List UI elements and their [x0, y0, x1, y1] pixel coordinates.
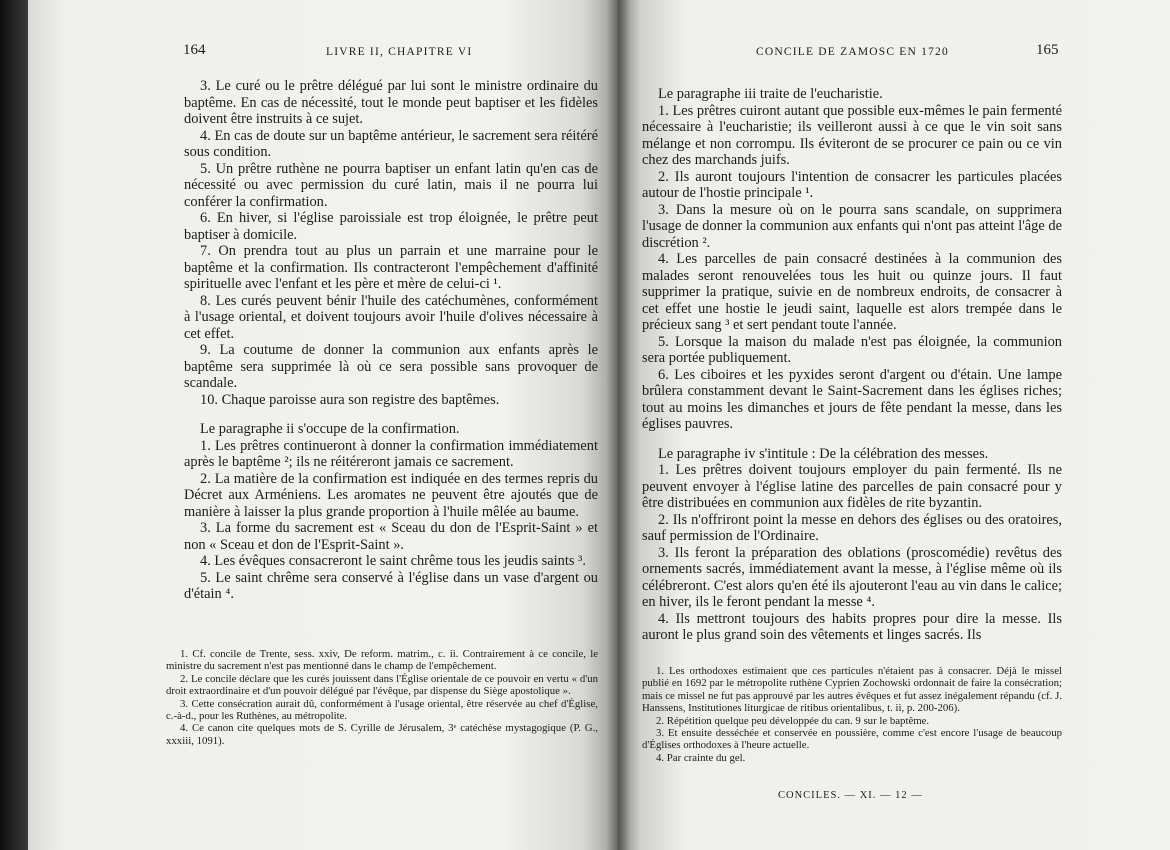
right-page: [618, 0, 1170, 850]
footnote: 2. Répétition quelque peu développée du can. 9 sur le baptême.: [656, 714, 930, 727]
page-number-right: 165: [1036, 42, 1059, 58]
footnote: 4. Ce canon cite quelques mots de S. Cyrille de Jérusalem, 3ᵉ catéchèse mystagogique (P. G., xxxiii, 1091).: [166, 722, 598, 747]
footnote: 1. Les orthodoxes estimaient que ces particules n'étaient pas à consacrer. Déjà le missel publié en 1692 par le métropolite ruthène Cyprien Zochowski ordonnait de faire la consécration; mais ce missel ne fut pas approuvé par les autres évêques et fut assez inégalement répandu (cf. J. Hanssens, Institutiones liturgicae de ritibus orientalibus, t. ii, p. 200-206).: [642, 665, 1062, 715]
right-paragraph: 2. Ils auront toujours l'intention de consacrer les particules placées autour de l'hostie principale ¹.: [642, 168, 1062, 201]
signature-mark: CONCILES. — XI. — 12 —: [778, 790, 923, 801]
right-paragraph: 2. Ils n'offriront point la messe en dehors des églises ou des oratoires, sauf permission de l'Ordinaire.: [642, 511, 1062, 544]
running-head-right: CONCILE DE ZAMOSC EN 1720: [756, 46, 949, 58]
right-paragraph: 3. Dans la mesure où on le pourra sans scandale, on supprimera l'usage de donner la communion aux enfants qui n'ont pas atteint l'âge de discrétion ².: [642, 201, 1062, 251]
right-paragraph: 4. Les parcelles de pain consacré destinées à la communion des malades seront renouvelées tous les huit ou quinze jours. Il faut supprimer la pratique, suivie en de nombreux endroits, de consacrer à cet effet une hostie le jeudi saint, laquelle est alors trempée dans le précieux sang ³ et sert pendant toute l'année.: [642, 251, 1062, 333]
left-paragraph: 4. Les évêques consacreront le saint chrême tous les jeudis saints ³.: [200, 553, 586, 569]
right-paragraph: 5. Lorsque la maison du malade n'est pas éloignée, la communion sera portée publiquement.: [642, 333, 1062, 366]
right-footnotes: [642, 665, 1062, 764]
left-paragraph: 8. Les curés peuvent bénir l'huile des catéchumènes, conformément à l'usage oriental, et doivent toujours avoir l'huile d'olives nécessaire à cet effet.: [184, 292, 598, 342]
right-paragraph: 1. Les prêtres cuiront autant que possible eux-mêmes le pain fermenté nécessaire à l'eucharistie; ils veilleront aussi à ce que le vin soit sans mélange et non corrompu. Ils éviteront de se procurer ce pain ou ce vin chez des marchands juifs.: [642, 102, 1062, 168]
left-paragraph: 10. Chaque paroisse aura son registre des baptêmes.: [200, 391, 500, 408]
left-page: [28, 0, 618, 850]
right-paragraph: 1. Les prêtres doivent toujours employer du pain fermenté. Ils ne peuvent envoyer à l'église latine des parcelles de pain consacré pour y être distribuées en communion aux fidèles de rite byzantin.: [642, 462, 1062, 511]
book-spine-shadow: [606, 0, 630, 850]
left-section-intro: Le paragraphe ii s'occupe de la confirmation.: [200, 421, 460, 437]
left-paragraph: 5. Un prêtre ruthène ne pourra baptiser un enfant latin qu'en cas de nécessité ou avec permission du curé latin, mais il ne pourra lui conférer la confirmation.: [184, 160, 598, 210]
left-paragraph: 3. La forme du sacrement est « Sceau du don de l'Esprit-Saint » et non « Sceau et don de l'Esprit-Saint ».: [184, 520, 598, 553]
left-footnotes: [166, 648, 598, 747]
running-head-left: LIVRE II, CHAPITRE VI: [326, 46, 473, 58]
left-paragraph: 4. En cas de doute sur un baptême antérieur, le sacrement sera réitéré sous condition.: [184, 127, 598, 160]
left-paragraph: 3. Le curé ou le prêtre délégué par lui sont le ministre ordinaire du baptême. En cas de nécessité, tout le monde peut baptiser et les fidèles doivent être instruits à ce sujet.: [184, 78, 598, 127]
right-paragraph: 3. Ils feront la préparation des oblations (proscomédie) revêtus des ornements sacrés, immédiatement avant la messe, à l'église même où ils célébreront. C'est alors qu'en été ils ajouteront l'eau au vin dans le calice; en hiver, ils le feront pendant la messe ⁴.: [642, 544, 1062, 610]
right-paragraph: 6. Les ciboires et les pyxides seront d'argent ou d'étain. Une lampe brûlera constamment devant le Saint-Sacrement dans les églises riches; tout au moins les dimanches et jours de fête pendant la messe, dans les églises pauvres.: [642, 366, 1062, 432]
footnote: 4. Par crainte du gel.: [656, 751, 746, 764]
left-paragraph: 7. On prendra tout au plus un parrain et une marraine pour le baptême et la confirmation. Ils contracteront l'empêchement d'affinité spirituelle avec l'enfant et les père et mère de celui-ci ¹.: [184, 243, 598, 292]
left-paragraph: 1. Les prêtres continueront à donner la confirmation immédiatement après le baptême ²; ils ne réitéreront jamais ce sacrement.: [184, 437, 598, 470]
book-edge-left: [0, 0, 28, 850]
footnote: 3. Et ensuite desséchée et conservée en poussière, comme c'est encore l'usage de beaucoup d'Églises orthodoxes à l'heure actuelle.: [642, 727, 1062, 752]
left-body: [184, 78, 598, 603]
left-paragraph: 5. Le saint chrême sera conservé à l'église dans un vase d'argent ou d'étain ⁴.: [184, 569, 598, 602]
left-paragraph: 6. En hiver, si l'église paroissiale est trop éloignée, le prêtre peut baptiser à domicile.: [184, 210, 598, 243]
footnote: 2. Le concile déclare que les curés jouissent dans l'Église orientale de ce pouvoir en vertu « d'un droit extraordinaire et d'un pouvoir délégué par l'évêque, par dispense du Siège apostolique ».: [166, 672, 598, 698]
page-number-left: 164: [183, 42, 206, 58]
footnote: 3. Cette consécration aurait dû, conformément à l'usage oriental, être réservée au chef d'Église, c.-à-d., pour les Ruthènes, au métropolite.: [166, 697, 598, 723]
left-paragraph: 2. La matière de la confirmation est indiquée en des termes repris du Décret aux Arméniens. Les aromates ne peuvent être ajoutés que de manière à laisser la plus grande proportion à l'huile mêlée au baume.: [184, 470, 598, 520]
right-section-intro: Le paragraphe iv s'intitule : De la célébration des messes.: [658, 445, 989, 462]
right-body: [642, 86, 1062, 644]
right-paragraph: 4. Ils mettront toujours des habits propres pour dire la messe. Ils auront le plus grand soin des vêtements et linges sacrés. Ils: [642, 610, 1062, 643]
footnote: 1. Cf. concile de Trente, sess. xxiv, De reform. matrim., c. ii. Contrairement à ce concile, le ministre du sacrement n'est pas mentionné dans le champ de l'empêchement.: [166, 648, 598, 673]
right-section-intro: Le paragraphe iii traite de l'eucharistie.: [658, 86, 883, 102]
left-paragraph: 9. La coutume de donner la communion aux enfants après le baptême sera supprimée là où ce sera possible sans provoquer de scandale.: [184, 342, 598, 391]
